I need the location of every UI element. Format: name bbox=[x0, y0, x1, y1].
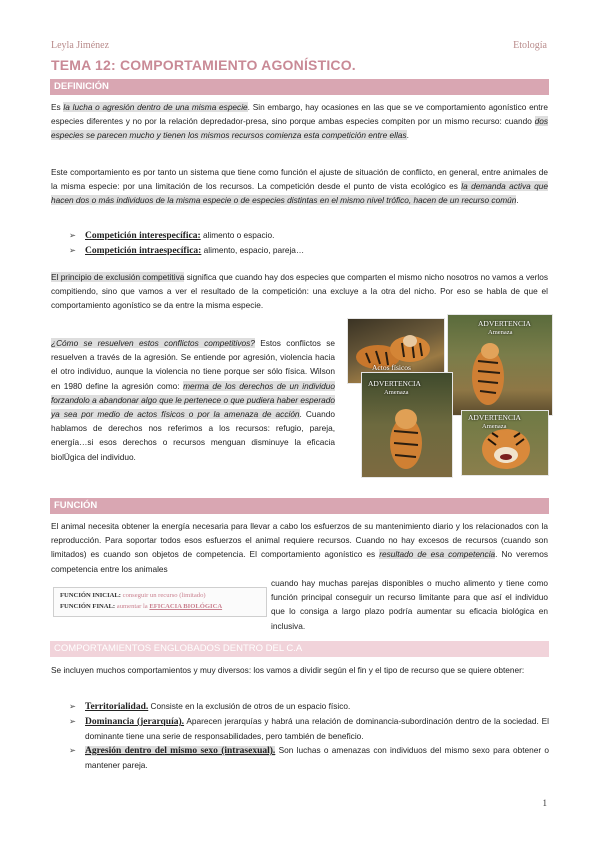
comportamientos-intro: Se incluyen muchos comportamientos y muy diversos: los vamos a dividir según el fin y el tipo de recurso que se quiere obtener: bbox=[51, 665, 525, 675]
image-label-advertencia-3: ADVERTENCIA bbox=[468, 413, 521, 422]
list-item: ➢ Agresión dentro del mismo sexo (intrasexual). Son luchas o amenazas con individuos del mismo sexo para obtener o mantener pareja. bbox=[69, 745, 550, 771]
section-heading-comportamientos: COMPORTAMIENTOS ENGLOBADOS DENTRO DEL C.A bbox=[50, 641, 549, 657]
image-label-amenaza-1: Amenaza bbox=[488, 329, 513, 336]
page-title: TEMA 12: COMPORTAMIENTO AGONÍSTICO. bbox=[51, 57, 356, 73]
image-label-actos-fisicos: Actos físicos bbox=[372, 363, 411, 372]
tiger-collage-image bbox=[347, 314, 551, 476]
definicion-paragraph-3: El principio de exclusión competitiva significa que cuando hay dos especies que comparten el mismo nicho nosotros no vamos a verlos compitiendo, sino que vamos a ver el resultado de la competición: una excluye a la otra del nicho. Por eso se habla de que el comportamiento agonístico se da entre la misma especie. bbox=[51, 272, 548, 311]
definicion-paragraph-2: Este comportamiento es por tanto un sistema que tiene como función el ajuste de situación de conflicto, en general, entre animales de la misma especie: por una limitación de los recursos. La competición desde el punto de vista ecológico es la demanda activa que hacen dos o más individuos de la misma especie o de especies distintas en el mismo nivel trófico, hacen de un recurso común. bbox=[51, 167, 548, 206]
image-label-advertencia-2: ADVERTENCIA bbox=[368, 379, 421, 388]
image-label-amenaza-2: Amenaza bbox=[384, 389, 409, 396]
definicion-paragraph-1: Es la lucha o agresión dentro de una misma especie. Sin embargo, hay ocasiones en las que se ve comportamiento agonístico entre especies diferentes y no por la relación depredador-presa, sino porque ambas especies compiten por un mismo recurso: cuando dos especies se parecen mucho y tienen los mismos recursos comienza esta competición entre ellas. bbox=[51, 102, 548, 141]
arrow-bullet-icon: ➢ bbox=[69, 745, 76, 755]
summary-line-initial: FUNCIÓN INICIAL: conseguir un recurso (limitado) bbox=[60, 592, 206, 599]
header-author: Leyla Jiménez bbox=[51, 40, 110, 51]
funcion-paragraph-1: El animal necesita obtener la energía necesaria para llevar a cabo los esfuerzos de su mantenimiento diario y los relacionados con la reproducción. Para soportar todos esos esfuerzos el animal requiere recursos. Cuando no hay excesos de recursos (cuando son limitados) es cuando son objetos de competencia. El comportamiento agonístico es resultado de esa competencia. No veremos competencia entre los animales bbox=[51, 521, 548, 574]
section-heading-definicion: DEFINICIÓN bbox=[50, 79, 549, 95]
list-item: ➢ Competición interespecífica: alimento o espacio. bbox=[69, 230, 275, 241]
list-item: ➢ Dominancia (jerarquía). Aparecen jerarquías y habrá una relación de dominancia-subordinación dentro de la sociedad. El dominante tiene una serie de responsabilidades, pero también de beneficio. bbox=[69, 716, 549, 742]
summary-line-final: FUNCIÓN FINAL: aumentar la EFICACIA BIOLÓGICA bbox=[60, 603, 223, 610]
definicion-paragraph-4: ¿Cómo se resuelven estos conflictos competitivos? Estos conflictos se resuelven a través de la agresión. Se entiende por agresión, violencia hacia el otro individuo, aunque la violencia no tiene porque ser sólo física. Wilson en 1980 define la agresión como: merma de los derechos de un individuo forzandolo a abandonar algo que le pertenece o que pudiera haber esperado ya sea por medio de actos físicos o por la amenaza de acción. Cuando hablamos de derechos nos referimos a los recursos: refugio, pareja, energía…si esos derechos o recursos menguan disminuye la eficacia biolÜgica del individuo. bbox=[51, 338, 335, 462]
tiger-photo-snarl bbox=[461, 410, 549, 476]
header-subject: Etología bbox=[513, 40, 547, 51]
page-number: 1 bbox=[542, 798, 547, 808]
image-label-advertencia-1: ADVERTENCIA bbox=[478, 319, 531, 328]
tiger-photo-warning-2 bbox=[361, 372, 453, 478]
tiger-photo-warning bbox=[447, 314, 553, 416]
list-item: ➢ Competición intraespecífica: alimento, espacio, pareja… bbox=[69, 245, 305, 256]
funcion-paragraph-2: cuando hay muchas parejas disponibles o mucho alimento y tiene como función principal conseguir un recurso limitante para que así el individuo que lo consiga a largo plazo podría aumentar su eficacia biológica en inclusiva. bbox=[271, 578, 548, 631]
image-label-amenaza-3: Amenaza bbox=[482, 423, 507, 430]
arrow-bullet-icon: ➢ bbox=[69, 245, 76, 255]
list-item: ➢ Territorialidad. Consiste en la exclusión de otros de un espacio físico. bbox=[69, 701, 351, 712]
arrow-bullet-icon: ➢ bbox=[69, 701, 76, 711]
section-heading-funcion: FUNCIÓN bbox=[50, 498, 549, 514]
funcion-summary-box bbox=[53, 587, 267, 617]
arrow-bullet-icon: ➢ bbox=[69, 230, 76, 240]
arrow-bullet-icon: ➢ bbox=[69, 716, 76, 726]
